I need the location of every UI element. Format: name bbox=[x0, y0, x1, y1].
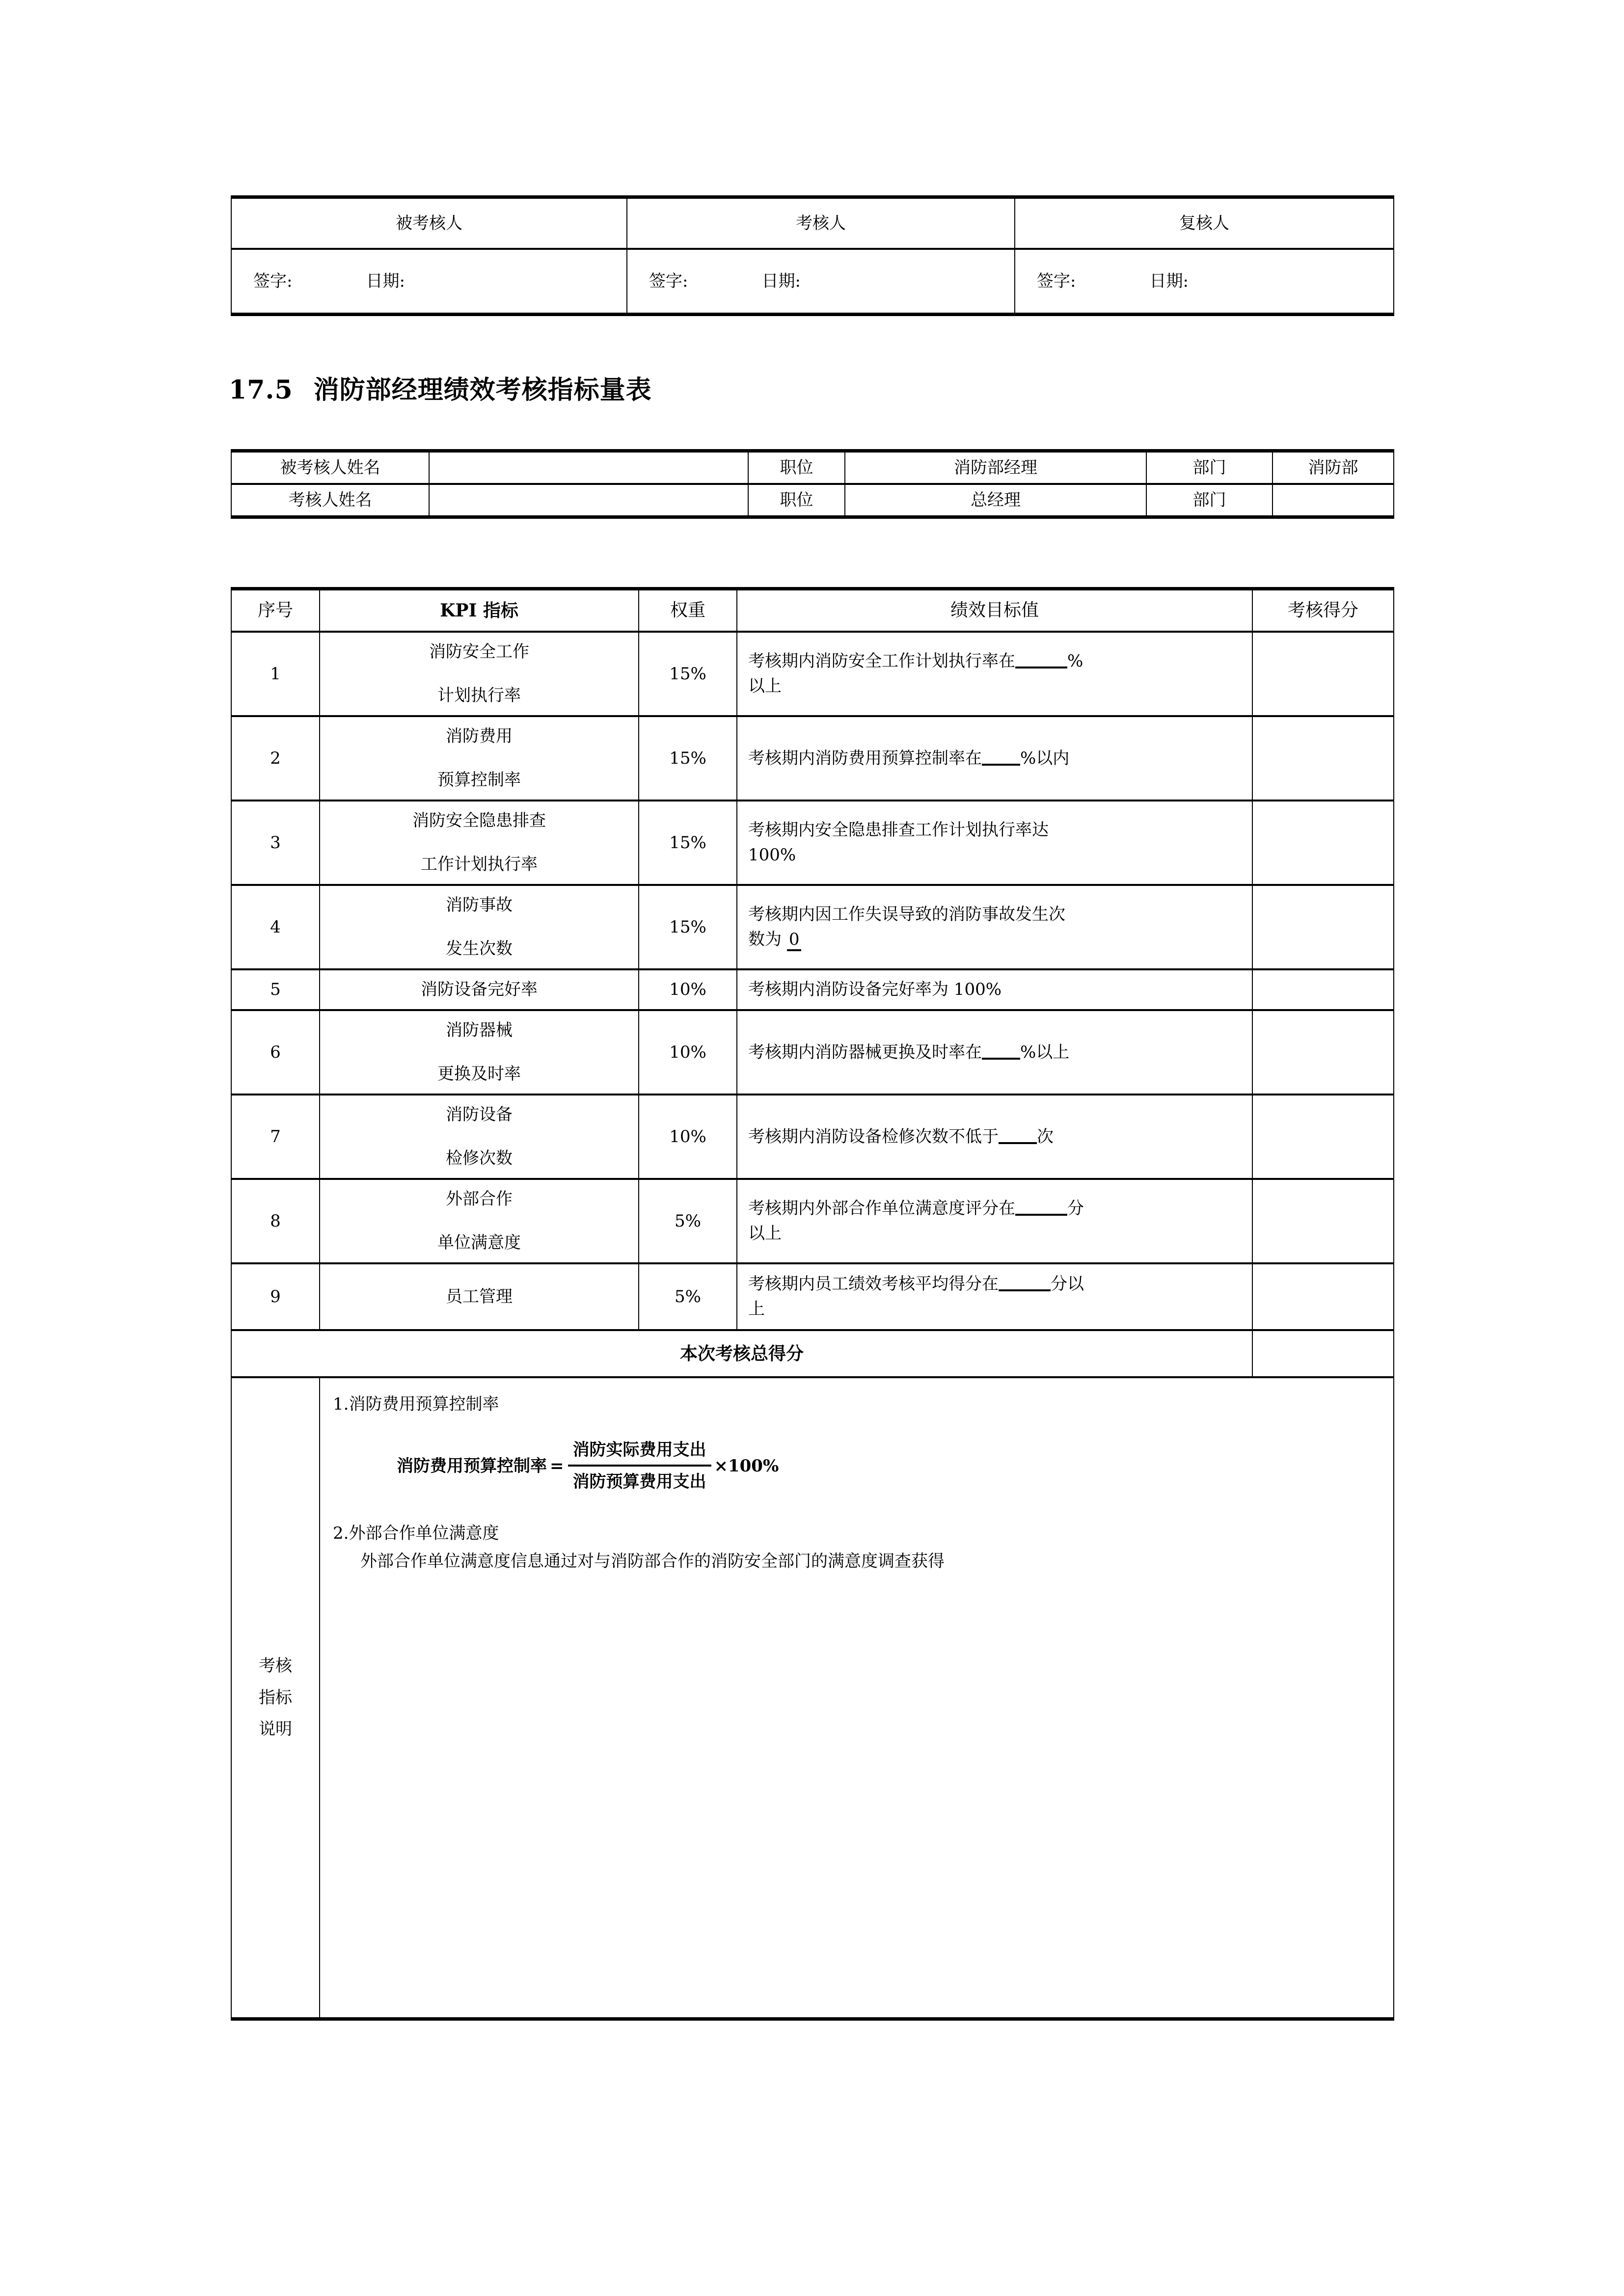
goal-text-pre: 考核期内因工作失误导致的消防事故发生次 bbox=[748, 905, 1065, 924]
table-header-row bbox=[231, 589, 1394, 632]
kpi-row-indicator bbox=[320, 801, 639, 885]
kpi-indicator-line-2: 更换及时率 bbox=[437, 1064, 521, 1084]
kpi-row-no: 1 bbox=[231, 632, 320, 716]
goal-text-post: %以内 bbox=[1020, 748, 1070, 768]
assessee-dept-label: 部门 bbox=[1146, 451, 1272, 484]
kpi-row-indicator bbox=[320, 1095, 639, 1179]
table-row bbox=[231, 1095, 1394, 1179]
assessor-name-value[interactable] bbox=[429, 484, 748, 517]
kpi-row-indicator bbox=[320, 1010, 639, 1095]
kpi-row-indicator bbox=[320, 1179, 639, 1263]
goal-text-pre: 考核期内员工绩效考核平均得分在 bbox=[748, 1274, 999, 1294]
kpi-row-goal bbox=[737, 1095, 1252, 1179]
note-2-body: 外部合作单位满意度信息通过对与消防部合作的消防安全部门的满意度调查获得 bbox=[360, 1551, 945, 1571]
fill-blank[interactable] bbox=[1015, 652, 1067, 668]
section-number: 17.5 bbox=[229, 375, 293, 405]
kpi-row-no: 4 bbox=[231, 885, 320, 969]
kpi-indicator-line-1: 消防费用 bbox=[446, 726, 513, 746]
kpi-row-score[interactable] bbox=[1252, 632, 1394, 716]
kpi-row-score[interactable] bbox=[1252, 716, 1394, 801]
formula-denominator: 消防预算费用支出 bbox=[572, 1472, 706, 1492]
kpi-indicator-line-1: 消防器械 bbox=[446, 1020, 513, 1040]
kpi-row-score[interactable] bbox=[1252, 1179, 1394, 1263]
kpi-indicator-line-2: 计划执行率 bbox=[437, 686, 521, 705]
kpi-row-goal bbox=[737, 1010, 1252, 1095]
fill-blank[interactable] bbox=[1015, 1199, 1067, 1216]
goal-text-post: % bbox=[1067, 651, 1083, 671]
assessor-dept-value[interactable] bbox=[1272, 484, 1394, 517]
goal-text-post: 次 bbox=[1037, 1126, 1054, 1147]
table-row bbox=[231, 1010, 1394, 1095]
kpi-indicator-line-1: 消防事故 bbox=[446, 895, 513, 915]
kpi-row-goal bbox=[737, 801, 1252, 885]
signature-table bbox=[231, 195, 1394, 316]
kpi-row-goal bbox=[737, 716, 1252, 801]
kpi-row-no: 3 bbox=[231, 801, 320, 885]
kpi-row-indicator bbox=[320, 969, 639, 1010]
goal-text-pre: 考核期内安全隐患排查工作计划执行率达 bbox=[748, 820, 1049, 840]
formula-multiplier: ×100% bbox=[714, 1456, 779, 1476]
notes-label-line-2: 指标 bbox=[259, 1687, 292, 1708]
kpi-row-goal bbox=[737, 1179, 1252, 1263]
kpi-row-weight: 10% bbox=[639, 1010, 737, 1095]
kpi-row-weight: 5% bbox=[639, 1179, 737, 1263]
goal-text-line2: 以上 bbox=[748, 676, 782, 696]
kpi-row-score[interactable] bbox=[1252, 885, 1394, 969]
goal-text-pre: 考核期内外部合作单位满意度评分在 bbox=[748, 1199, 1015, 1218]
kpi-row-score[interactable] bbox=[1252, 1263, 1394, 1330]
budget-control-formula bbox=[397, 1438, 1381, 1495]
kpi-indicator-line-1: 员工管理 bbox=[446, 1286, 513, 1307]
notes-label-line-3: 说明 bbox=[259, 1719, 292, 1739]
accident-count-value: 0 bbox=[787, 930, 802, 951]
kpi-row-goal bbox=[737, 885, 1252, 969]
formula-numerator: 消防实际费用支出 bbox=[568, 1438, 711, 1467]
kpi-header-no: 序号 bbox=[231, 589, 320, 632]
notes-label bbox=[231, 1377, 320, 2019]
table-row bbox=[231, 1179, 1394, 1263]
assessee-position-label: 职位 bbox=[748, 451, 845, 484]
table-row bbox=[231, 1377, 1394, 2019]
kpi-row-score[interactable] bbox=[1252, 801, 1394, 885]
goal-text-post: %以上 bbox=[1020, 1042, 1070, 1062]
date-label: 日期: bbox=[761, 271, 801, 291]
kpi-row-score[interactable] bbox=[1252, 1095, 1394, 1179]
assessor-dept-label: 部门 bbox=[1146, 484, 1272, 517]
kpi-row-indicator bbox=[320, 885, 639, 969]
kpi-row-no: 8 bbox=[231, 1179, 320, 1263]
kpi-header-goal: 绩效目标值 bbox=[737, 589, 1252, 632]
goal-text-line2: 以上 bbox=[748, 1224, 782, 1243]
signature-cell-assessor bbox=[627, 249, 1015, 315]
date-label: 日期: bbox=[1149, 271, 1189, 291]
goal-text-line2: 数为 0 bbox=[748, 927, 1244, 952]
kpi-header-score: 考核得分 bbox=[1252, 589, 1394, 632]
kpi-row-weight: 15% bbox=[639, 885, 737, 969]
assessment-info-table bbox=[231, 449, 1394, 519]
kpi-row-indicator bbox=[320, 1263, 639, 1330]
table-row bbox=[231, 969, 1394, 1010]
kpi-header-weight: 权重 bbox=[639, 589, 737, 632]
kpi-indicator-line-2: 工作计划执行率 bbox=[421, 854, 538, 874]
table-row bbox=[231, 1330, 1394, 1377]
fill-blank[interactable] bbox=[982, 1043, 1020, 1060]
sign-label: 签字: bbox=[649, 271, 688, 291]
notes-label-line-1: 考核 bbox=[259, 1656, 292, 1676]
goal-text-pre: 考核期内消防设备完好率为 100% bbox=[748, 980, 1002, 999]
assessor-position-value: 总经理 bbox=[845, 484, 1146, 517]
goal-text-line2: 100% bbox=[748, 845, 796, 865]
kpi-row-weight: 10% bbox=[639, 969, 737, 1010]
assessee-dept-value: 消防部 bbox=[1272, 451, 1394, 484]
kpi-indicator-line-2: 单位满意度 bbox=[437, 1233, 521, 1253]
section-heading bbox=[229, 369, 652, 406]
assessee-name-label: 被考核人姓名 bbox=[231, 451, 429, 484]
total-score-label: 本次考核总得分 bbox=[231, 1330, 1252, 1377]
signature-header-assessor: 考核人 bbox=[627, 197, 1015, 249]
kpi-indicator-line-1: 消防设备 bbox=[446, 1105, 513, 1124]
kpi-row-goal bbox=[737, 969, 1252, 1010]
kpi-indicator-line-1: 消防设备完好率 bbox=[421, 980, 538, 999]
assessor-name-label: 考核人姓名 bbox=[231, 484, 429, 517]
kpi-row-weight: 15% bbox=[639, 716, 737, 801]
signature-cell-reviewer bbox=[1015, 249, 1394, 315]
kpi-indicator-line-2: 检修次数 bbox=[446, 1148, 513, 1168]
kpi-header-indicator: KPI 指标 bbox=[320, 589, 639, 632]
kpi-row-no: 2 bbox=[231, 716, 320, 801]
formula-left-side: 消防费用预算控制率 bbox=[397, 1456, 547, 1476]
assessor-position-label: 职位 bbox=[748, 484, 845, 517]
kpi-indicator-line-1: 消防安全隐患排查 bbox=[412, 811, 546, 830]
note-1-heading: 1.消防费用预算控制率 bbox=[333, 1394, 499, 1414]
table-row bbox=[231, 632, 1394, 716]
kpi-indicator-line-1: 消防安全工作 bbox=[429, 642, 529, 662]
kpi-row-no: 9 bbox=[231, 1263, 320, 1330]
fill-blank[interactable] bbox=[999, 1127, 1037, 1144]
goal-text-pre: 考核期内消防费用预算控制率在 bbox=[748, 748, 982, 768]
page-title: 消防部经理绩效考核指标量表 bbox=[313, 375, 652, 405]
sign-label: 签字: bbox=[1037, 271, 1076, 291]
table-row bbox=[231, 484, 1394, 517]
kpi-row-goal bbox=[737, 1263, 1252, 1330]
table-row bbox=[231, 197, 1394, 249]
kpi-row-indicator bbox=[320, 716, 639, 801]
kpi-indicator-line-1: 外部合作 bbox=[446, 1189, 513, 1209]
kpi-row-indicator bbox=[320, 632, 639, 716]
kpi-row-no: 5 bbox=[231, 969, 320, 1010]
goal-text-line2: 上 bbox=[748, 1299, 765, 1319]
table-row bbox=[231, 249, 1394, 315]
table-row bbox=[231, 716, 1394, 801]
kpi-indicator-table bbox=[231, 587, 1394, 2021]
fill-blank[interactable] bbox=[999, 1275, 1051, 1291]
kpi-row-weight: 5% bbox=[639, 1263, 737, 1330]
kpi-row-weight: 15% bbox=[639, 632, 737, 716]
table-row bbox=[231, 451, 1394, 484]
signature-table-wrapper bbox=[231, 195, 1394, 316]
goal-text-pre: 考核期内消防安全工作计划执行率在 bbox=[748, 651, 1015, 671]
signature-header-reviewer: 复核人 bbox=[1015, 197, 1394, 249]
kpi-table-wrapper bbox=[231, 587, 1394, 2021]
signature-cell-assessee bbox=[231, 249, 627, 315]
formula-fraction bbox=[568, 1438, 711, 1495]
kpi-row-weight: 15% bbox=[639, 801, 737, 885]
sign-label: 签字: bbox=[253, 271, 293, 291]
kpi-row-score[interactable] bbox=[1252, 969, 1394, 1010]
info-table-wrapper bbox=[231, 449, 1394, 519]
table-row bbox=[231, 801, 1394, 885]
note-2-heading: 2.外部合作单位满意度 bbox=[333, 1523, 499, 1543]
assessee-name-value[interactable] bbox=[429, 451, 748, 484]
goal-text-pre: 考核期内消防设备检修次数不低于 bbox=[748, 1126, 999, 1147]
table-row bbox=[231, 1263, 1394, 1330]
fill-blank[interactable] bbox=[982, 749, 1020, 766]
kpi-row-goal bbox=[737, 632, 1252, 716]
goal-text-post: 分 bbox=[1067, 1199, 1084, 1218]
date-label: 日期: bbox=[366, 271, 405, 291]
goal-text-post: 分以 bbox=[1051, 1274, 1084, 1294]
kpi-row-weight: 10% bbox=[639, 1095, 737, 1179]
kpi-row-no: 7 bbox=[231, 1095, 320, 1179]
notes-body bbox=[320, 1377, 1394, 2019]
signature-header-assessee: 被考核人 bbox=[231, 197, 627, 249]
total-score-value[interactable] bbox=[1252, 1330, 1394, 1377]
kpi-row-no: 6 bbox=[231, 1010, 320, 1095]
goal-text-pre: 考核期内消防器械更换及时率在 bbox=[748, 1042, 982, 1062]
assessee-position-value: 消防部经理 bbox=[845, 451, 1146, 484]
table-row bbox=[231, 885, 1394, 969]
kpi-indicator-line-2: 发生次数 bbox=[446, 939, 513, 959]
kpi-row-score[interactable] bbox=[1252, 1010, 1394, 1095]
kpi-indicator-line-2: 预算控制率 bbox=[437, 770, 521, 790]
formula-equals-sign: = bbox=[550, 1456, 564, 1476]
